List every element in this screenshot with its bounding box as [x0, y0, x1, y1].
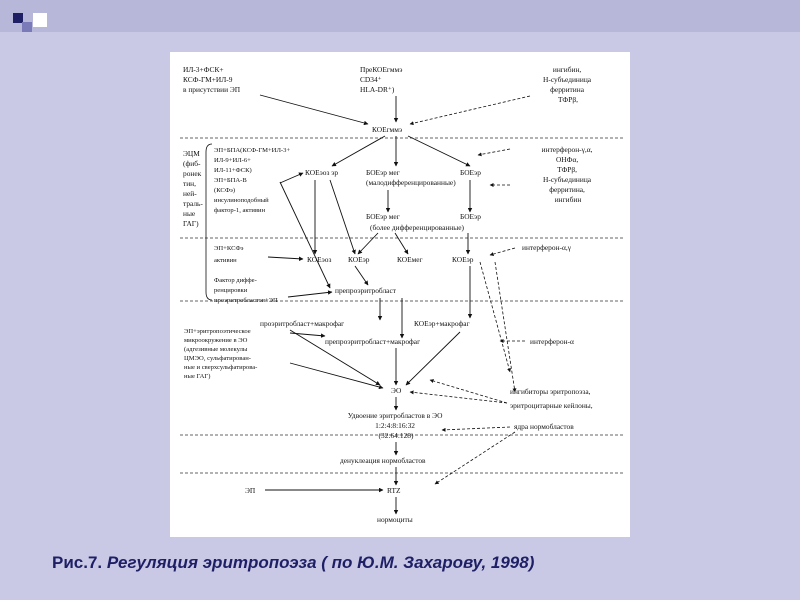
right-inhibitors-3: интерферон-α	[530, 337, 574, 346]
row-koe-er-2: КОЕэр	[452, 255, 474, 264]
normocytes: нормоциты	[377, 515, 413, 524]
preproerythroblast: препроэритробласт	[335, 286, 396, 295]
right-inhibitors-1: интерферон-γ,α, ОНФα, ТФРβ, Н-субъединица ферритина, ингибин	[541, 145, 593, 204]
deco-square-light	[33, 13, 47, 27]
right-inhibitors-2: интерферон-α,γ	[522, 243, 571, 252]
koe-eoz-er: КОЕэоз эр	[305, 168, 339, 177]
header-band	[0, 0, 800, 32]
row-koe-er-1: КОЕэр	[348, 255, 370, 264]
eo-node: ЭО	[391, 386, 402, 395]
ecm-label: ЭЦМ (фиб- ронек тин, ней- траль- ные ГАГ)	[183, 149, 203, 228]
left-factors-2: ЭП+КСФэ активин	[214, 245, 244, 264]
boe-more-diff-label: (более дифференцированные)	[370, 223, 464, 232]
koe-gmme: КОЕгммэ	[372, 125, 403, 134]
preproerythroblast-macrophage: препроэритробласт+макрофаг	[325, 337, 421, 346]
boe-meg-more-diff: БОЕэр мег	[366, 212, 400, 221]
left-factors-3: Фактор диффе- ренцировки проэритробластов+ЭП	[214, 277, 278, 304]
proerythroblast-macrophage: проэритробласт+макрофаг	[260, 319, 345, 328]
denucleation: денуклеация нормобластов	[340, 456, 426, 465]
left-factors-1: ЭП+БПА(КСФ-ГМ+ИЛ-3+ ИЛ-9+ИЛ-6+ ИЛ-11+ФСК) ЭП+БПА-В (КСФэ) инсулиноподобный фактор-1, активин	[214, 147, 291, 214]
top-center-precursor: ПреКОЕгммэ CD34⁺ HLA-DR⁺)	[360, 65, 403, 94]
caption-text: Регуляция эритропоэза ( по Ю.М. Захарову, 1998)	[106, 553, 535, 572]
left-factors-4: ЭП+эритропоэтическое микроокружение в ЭО (адгезивные молекулы ЦМЭО, сульфатирован- ные и сверхсульфатирова- ные ГАГ)	[184, 328, 258, 380]
boe-meg-undiff: БОЕэр мег (малодифференцированные)	[366, 168, 456, 187]
row-koe-eoz: КОЕэоз	[307, 255, 332, 264]
top-left-factors: ИЛ-3+ФСК+ КСФ-ГМ+ИЛ-9 в присутствии ЭП	[183, 65, 241, 94]
figure-caption	[52, 553, 534, 573]
row-koe-meg: КОЕмег	[397, 255, 423, 264]
solid-arrows	[260, 95, 470, 514]
koe-er-macrophage: КОЕэр+макрофаг	[414, 319, 470, 328]
caption-label: Рис.7.	[52, 553, 103, 572]
top-right-inhibitors: ингибин, Н-субъединица ферритина ТФРβ,	[543, 65, 592, 104]
rtz-node: RTZ	[387, 486, 401, 495]
erythropoiesis-diagram	[170, 52, 630, 537]
deco-square-mid	[22, 22, 32, 32]
ep-bottom: ЭП	[245, 486, 256, 495]
boe-er-2: БОЕэр	[460, 212, 481, 221]
right-inhibitors-4: ингибиторы эритропоэза, эритроцитарные кейлоны,	[510, 387, 593, 410]
ecm-bracket	[206, 144, 212, 300]
boe-er-1: БОЕэр	[460, 168, 481, 177]
normoblast-nuclei: ядра нормобластов	[514, 422, 574, 431]
doubling-block: Удвоение эритробластов в ЭО 1:2:4:8:16:32 (32:64:128)	[347, 411, 443, 440]
